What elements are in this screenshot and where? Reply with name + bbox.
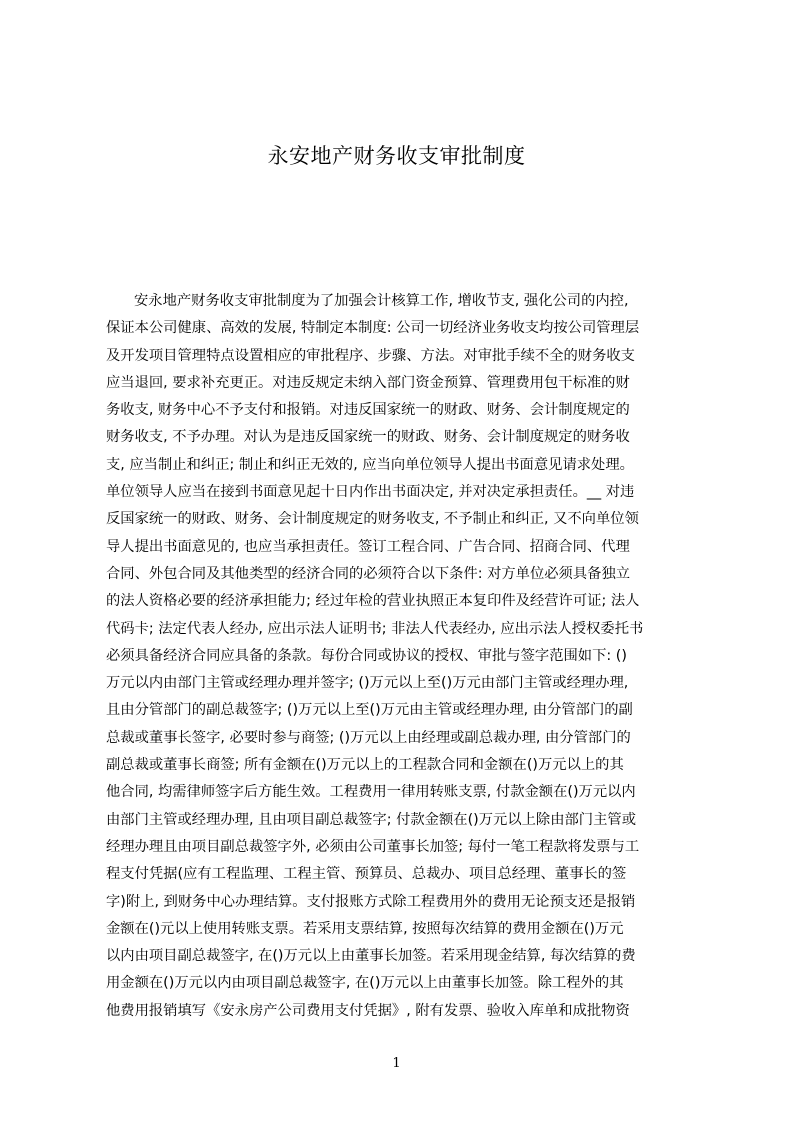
body-line: 万元以内由部门主管或经理办理并签字; ()万元以上至()万元由部门主管或经理办理, bbox=[106, 675, 629, 692]
body-line: 他合同, 均需律师签字后方能生效。工程费用一律用转账支票, 付款金额在()万元以内 bbox=[106, 784, 636, 801]
body-line: 用金额在()万元以内由项目副总裁签字, 在()万元以上由董事长加签。除工程外的其 bbox=[106, 975, 624, 992]
body-line: 副总裁或董事长商签; 所有金额在()万元以上的工程款合同和金额在()万元以上的其 bbox=[106, 757, 624, 774]
body-line: 支, 应当制止和纠正; 制止和纠正无效的, 应当向单位领导人提出书面意见请求处理。 bbox=[106, 456, 634, 473]
body-line: 单位领导人应当在接到书面意见起十日内作出书面决定, 并对决定承担责任。__ 对违 bbox=[106, 484, 635, 501]
body-line: 务收支, 财务中心不予支付和报销。对违反国家统一的财政、财务、会计制度规定的 bbox=[106, 402, 630, 419]
body-line: 由部门主管或经理办理, 且由项目副总裁签字; 付款金额在()万元以上除由部门主管或 bbox=[106, 811, 636, 828]
body-line: 总裁或董事长签字, 必要时参与商签; ()万元以上由经理或副总裁办理, 由分管部门的 bbox=[106, 729, 631, 746]
body-line: 导人提出书面意见的, 也应当承担责任。签订工程合同、广告合同、招商合同、代理 bbox=[106, 538, 630, 555]
body-line: 必须具备经济合同应具备的条款。每份合同或协议的授权、审批与签字范围如下: () bbox=[106, 647, 627, 664]
body-line: 财务收支, 不予办理。对认为是违反国家统一的财政、财务、会计制度规定的财务收 bbox=[106, 429, 630, 446]
body-line: 程支付凭据(应有工程监理、工程主管、预算员、总裁办、项目总经理、董事长的签 bbox=[106, 866, 627, 883]
body-line: 金额在()元以上使用转账支票。若采用支票结算, 按照每次结算的费用金额在()万元 bbox=[106, 920, 624, 937]
body-line: 经理办理且由项目副总裁签字外, 必须由公司董事长加签; 每付一笔工程款将发票与工 bbox=[106, 838, 640, 855]
body-line: 及开发项目管理特点设置相应的审批程序、步骤、方法。对审批手续不全的财务收支 bbox=[106, 347, 635, 364]
body-line: 安永地产财务收支审批制度为了加强会计核算工作, 增收节支, 强化公司的内控, bbox=[134, 293, 629, 309]
document-title: 永安地产财务收支审批制度 bbox=[267, 144, 526, 168]
body-line: 代码卡; 法定代表人经办, 应出示法人证明书; 非法人代表经办, 应出示法人授权委托书 bbox=[106, 620, 644, 637]
document-body bbox=[106, 288, 698, 1025]
body-line: 字)附上, 到财务中心办理结算。支付报账方式除工程费用外的费用无论预支还是报销 bbox=[106, 893, 636, 910]
body-line: 保证本公司健康、高效的发展, 特制定本制度: 公司一切经济业务收支均按公司管理层 bbox=[106, 320, 640, 337]
body-line: 的法人资格必要的经济承担能力; 经过年检的营业执照正本复印件及经营许可证; 法人 bbox=[106, 593, 640, 610]
body-line: 应当退回, 要求补充更正。对违反规定未纳入部门资金预算、管理费用包干标准的财 bbox=[106, 374, 630, 391]
body-line: 且由分管部门的副总裁签字; ()万元以上至()万元由主管或经理办理, 由分管部门的副 bbox=[106, 702, 633, 719]
body-line: 以内由项目副总裁签字, 在()万元以上由董事长加签。若采用现金结算, 每次结算的费 bbox=[106, 948, 636, 965]
body-line: 合同、外包合同及其他类型的经济合同的必须符合以下条件: 对方单位必须具备独立 bbox=[106, 565, 631, 582]
body-line: 他费用报销填写《安永房产公司费用支付凭据》, 附有发票、验收入库单和成批物资 bbox=[106, 1002, 630, 1019]
body-line: 反国家统一的财政、财务、会计制度规定的财务收支, 不予制止和纠正, 又不向单位领 bbox=[106, 511, 639, 528]
page-number: 1 bbox=[392, 1056, 401, 1071]
